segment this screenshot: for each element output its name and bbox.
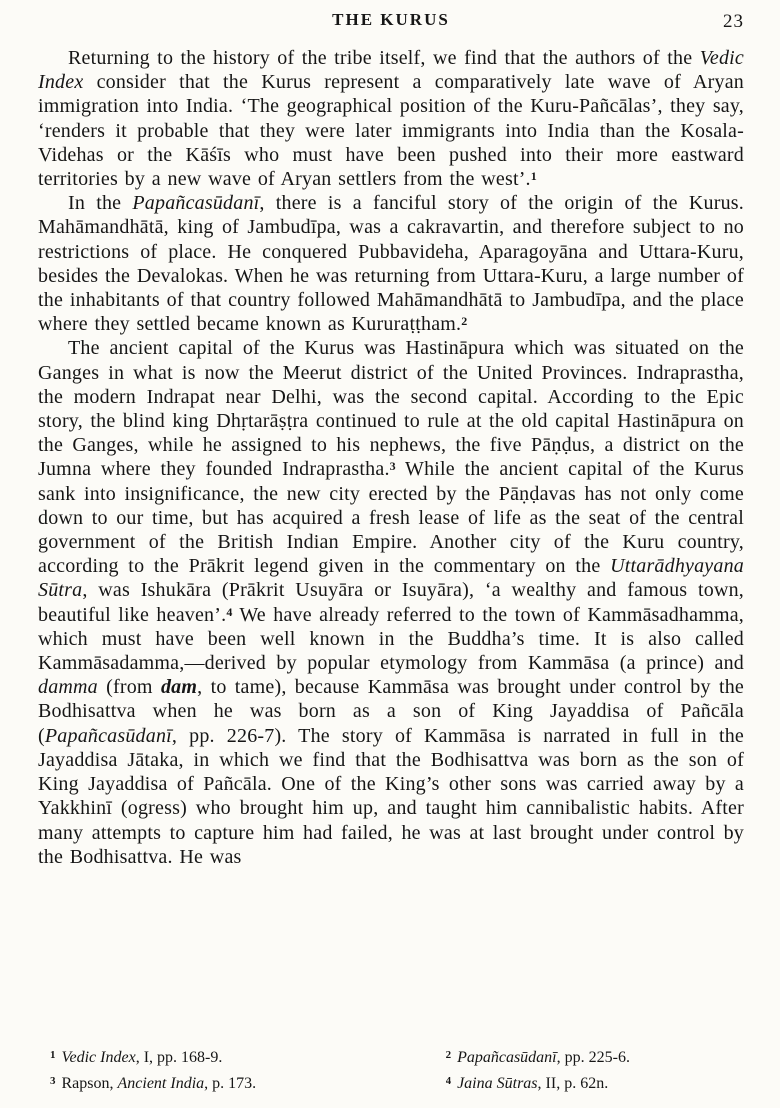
paragraph-1: Returning to the history of the tribe itself, we find that the authors of the Vedic Index consider that the Kurus represent a comparatively late wave of Aryan immigration into India. ‘The geographical position of the Kuru-Pañcālas’, they say, ‘renders it probable that they were later immigrants into India than the Kosala-Videhas or the Kāśīs who must have been pushed into their more eastward territories by a new wave of Aryan settlers from the west’.$^1$ (38, 47, 744, 191)
footnote-2 (446, 1045, 744, 1068)
page-body (38, 46, 744, 869)
footnote-2-marker: 2 (445, 1049, 452, 1061)
footnote-3 (50, 1071, 446, 1094)
footnote-4 (446, 1071, 744, 1094)
footnote-1-marker: 1 (50, 1049, 56, 1061)
footnotes-section (38, 1037, 744, 1096)
footnote-1 (50, 1045, 446, 1068)
footnote-2-text: Papañcasūdanī, pp. 225-6. (457, 1049, 630, 1066)
running-title: THE KURUS (332, 10, 450, 29)
footnote-4-text: Jaina Sūtras, II, p. 62n. (457, 1075, 609, 1092)
footnote-1-text: Vedic Index, I, pp. 168-9. (61, 1049, 223, 1066)
footnote-4-marker: 4 (445, 1075, 452, 1087)
paragraph-3: The ancient capital of the Kurus was Hastināpura which was situated on the Ganges in what is now the Meerut district of the United Provinces. Indraprastha, the modern Indrapat near Delhi, was the second capital. According to the Epic story, the blind king Dhṛtarāṣṭra continued to rule at the old capital Hastināpura on the Ganges, while he assigned to his nephews, the five Pāṇḍus, a district on the Jumna where they founded Indraprastha.$^3$ While the ancient capital of the Kurus sank into insignificance, the new city erected by the Pāṇḍavas has not only come down to our time, but has acquired a fresh lease of life as the seat of the central government of the British Indian Empire. Another city of the Kuru country, according to the Prākrit legend given in the commentary on the Uttarādhyayana Sūtra, was Ishukāra (Prākrit Usuyāra or Isuyāra), ‘a wealthy and famous town, beautiful like heaven’.$^4$ We have already referred to the town of Kammāsadhamma, which must have been well known in the Buddha’s time. It is also called Kammāsadamma,—derived by popular etymology from Kammāsa (a prince) and damma (from dam, to tame), because Kammāsa was brought under control by the Bodhisattva when he was born as a son of King Jayaddisa of Pañcāla (Papañcasūdanī, pp. 226-7). The story of Kammāsa is narrated in full in the Jayaddisa Jātaka, in which we find that the Bodhisattva was born as the son of King Jayaddisa of Pañcāla. One of the King’s other sons was carried away by a Yakkhinī (ogress) who brought him up, and taught him cannibalistic habits. After many attempts to capture him had failed, he was at last brought under control by the Bodhisattva. He was (38, 337, 745, 868)
page-header (38, 10, 744, 36)
page-number: 23 (723, 11, 744, 32)
paragraph-2: In the Papañcasūdanī, there is a fanciful story of the origin of the Kurus. Mahāmandhātā, king of Jambudīpa, was a cakravartin, and therefore subject to no restrictions of place. He conquered Pubbavideha, Aparagoyāna and Uttara-Kuru, besides the Devalokas. When he was returning from Uttara-Kuru, a large number of the inhabitants of that country followed Mahāmandhātā to Jambudīpa, and the place where they settled became known as Kururaṭṭham.$^2$ (38, 192, 744, 336)
footnote-3-text: Rapson, Ancient India, p. 173. (61, 1075, 257, 1092)
footnote-3-marker: 3 (50, 1075, 56, 1087)
